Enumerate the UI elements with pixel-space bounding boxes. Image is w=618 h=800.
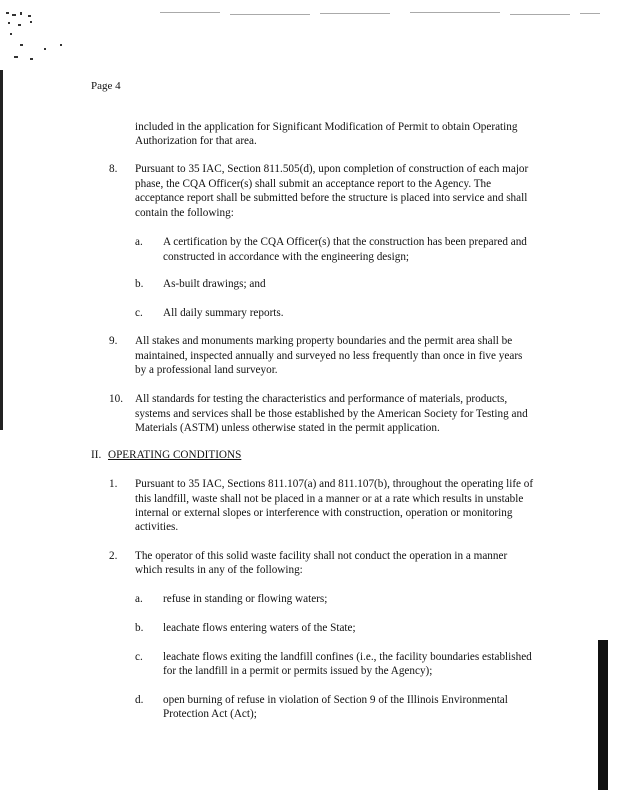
op-2d-line: Protection Act (Act); — [163, 708, 257, 720]
section-number: II. — [91, 449, 102, 461]
page-label: Page 4 — [91, 80, 121, 92]
item-10-line: All standards for testing the characteristics and performance of materials, products, — [135, 393, 508, 405]
item-8a-line: constructed in accordance with the engineering design; — [163, 251, 410, 263]
op-1-line: this landfill, waste shall not be placed in a manner or at a rate which results in unstable — [135, 493, 524, 505]
op-1-line: activities. — [135, 521, 179, 533]
section-title: OPERATING CONDITIONS — [108, 449, 242, 461]
op-2-line: The operator of this solid waste facility shall not conduct the operation in a manner — [135, 550, 508, 562]
item-9-line: by a professional land surveyor. — [135, 364, 278, 376]
scan-edge-left — [0, 70, 3, 430]
op-2-line: which results in any of the following: — [135, 564, 303, 576]
intro-line-2: Authorization for that area. — [135, 135, 257, 147]
intro-line-1: included in the application for Significant Modification of Permit to obtain Operating — [135, 121, 518, 133]
op-2b-letter: b. — [135, 622, 144, 634]
item-10-line: systems and services shall be those established by the American Society for Testing and — [135, 408, 528, 420]
op-1-line: internal or external slopes or interference with construction, operation or monitoring — [135, 507, 513, 519]
item-9-line: All stakes and monuments marking property boundaries and the permit area shall be — [135, 335, 513, 347]
item-8a-letter: a. — [135, 236, 143, 248]
scan-noise-header — [0, 0, 618, 70]
item-8-line: acceptance report shall be submitted before the structure is placed into service and shall — [135, 192, 528, 204]
item-8b-letter: b. — [135, 278, 144, 290]
op-2c-line: leachate flows exiting the landfill confines (i.e., the facility boundaries established — [163, 651, 532, 663]
item-9-number: 9. — [109, 335, 118, 347]
op-2a-line: refuse in standing or flowing waters; — [163, 593, 328, 605]
item-8b-line: As-built drawings; and — [163, 278, 266, 290]
op-1-number: 1. — [109, 478, 118, 490]
op-2-number: 2. — [109, 550, 118, 562]
item-8-number: 8. — [109, 163, 118, 175]
item-8-line: Pursuant to 35 IAC, Section 811.505(d), upon completion of construction of each major — [135, 163, 529, 175]
op-2d-line: open burning of refuse in violation of Section 9 of the Illinois Environmental — [163, 694, 508, 706]
op-2a-letter: a. — [135, 593, 143, 605]
op-2c-letter: c. — [135, 651, 143, 663]
item-10-line: Materials (ASTM) unless otherwise stated in the permit application. — [135, 422, 440, 434]
scan-edge-right — [598, 640, 608, 790]
op-2d-letter: d. — [135, 694, 144, 706]
op-1-line: Pursuant to 35 IAC, Sections 811.107(a) and 811.107(b), throughout the operating life of — [135, 478, 534, 490]
item-8a-line: A certification by the CQA Officer(s) that the construction has been prepared and — [163, 236, 527, 248]
item-8c-line: All daily summary reports. — [163, 307, 284, 319]
op-2c-line: for the landfill in a permit or permits issued by the Agency); — [163, 665, 433, 677]
op-2b-line: leachate flows entering waters of the State; — [163, 622, 356, 634]
item-8-line: phase, the CQA Officer(s) shall submit an acceptance report to the Agency. The — [135, 178, 492, 190]
item-9-line: maintained, inspected annually and surveyed no less frequently than once in five years — [135, 350, 523, 362]
item-8-line: contain the following: — [135, 207, 234, 219]
item-8c-letter: c. — [135, 307, 143, 319]
item-10-number: 10. — [109, 393, 123, 405]
